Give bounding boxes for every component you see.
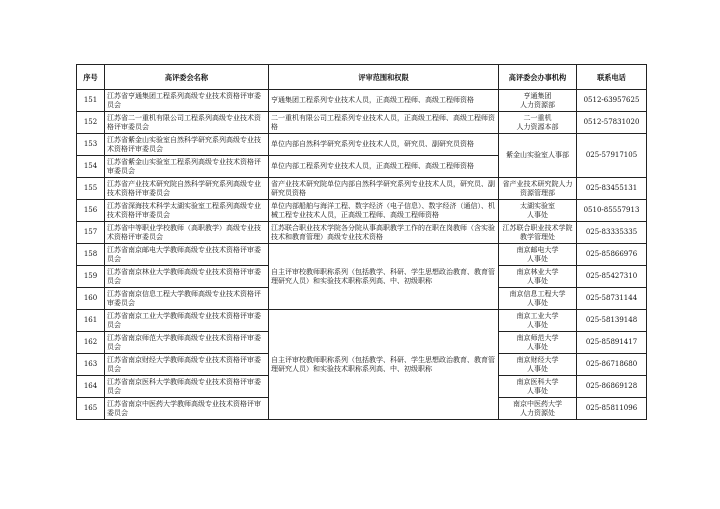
row-index: 164 (77, 376, 105, 398)
row-committee-name: 江苏省产业技术研究院自然科学研究系列高级专业技术资格评审委员会 (105, 178, 269, 200)
row-committee-name: 江苏省南京信息工程大学教师高级专业技术资格评审委员会 (105, 288, 269, 310)
table-row (77, 134, 647, 156)
row-office: 南京医科大学 人事处 (499, 376, 577, 398)
table-header-row (77, 65, 647, 90)
row-office: 二一重机 人力资源本部 (499, 112, 577, 134)
row-office: 南京师范大学 人事处 (499, 332, 577, 354)
row-phone: 025-83335335 (577, 222, 647, 244)
row-index: 160 (77, 288, 105, 310)
table-row (77, 90, 647, 112)
row-committee-name: 江苏省南京林业大学教师高级专业技术资格评审委员会 (105, 266, 269, 288)
row-phone: 0512-57831020 (577, 112, 647, 134)
row-phone: 025-57917105 (577, 134, 647, 178)
row-committee-name: 江苏省二一重机有限公司工程系列高级专业技术资格评审委员会 (105, 112, 269, 134)
row-scope: 单位内部船舶与海洋工程、数字经济（电子信息）、数字经济（通信）、机械工程专业技术人员，正高级工程师、高级工程师资格 (269, 200, 499, 222)
row-committee-name: 江苏省南京中医药大学教师高级专业技术资格评审委员会 (105, 398, 269, 420)
row-index: 165 (77, 398, 105, 420)
table-row (77, 178, 647, 200)
row-committee-name: 江苏省南京邮电大学教师高级专业技术资格评审委员会 (105, 244, 269, 266)
row-office: 南京财经大学 人事处 (499, 354, 577, 376)
table-row (77, 200, 647, 222)
table-row (77, 310, 647, 332)
row-scope: 自主评审校教师职称系列（包括教学、科研、学生思想政治教育、教育管理研究人员）和实验技术职称系列高、中、初级职称 (269, 244, 499, 310)
row-committee-name: 江苏省南京医科大学教师高级专业技术资格评审委员会 (105, 376, 269, 398)
row-index: 157 (77, 222, 105, 244)
row-phone: 025-85866976 (577, 244, 647, 266)
header-scope: 评审范围和权限 (269, 65, 499, 90)
row-phone: 0512-63957625 (577, 90, 647, 112)
row-phone: 025-58731144 (577, 288, 647, 310)
row-office: 紫金山实验室人事部 (499, 134, 577, 178)
row-index: 163 (77, 354, 105, 376)
row-office: 南京林业大学 人事处 (499, 266, 577, 288)
row-office: 江苏联合职业技术学院教学管理处 (499, 222, 577, 244)
row-committee-name: 江苏省紫金山实验室工程系列高级专业技术资格评审委员会 (105, 156, 269, 178)
row-index: 162 (77, 332, 105, 354)
row-office: 南京信息工程大学 人事处 (499, 288, 577, 310)
row-scope: 亨通集团工程系列专业技术人员，正高级工程师、高级工程师资格 (269, 90, 499, 112)
row-committee-name: 江苏省亨通集团工程系列高级专业技术资格评审委员会 (105, 90, 269, 112)
row-scope: 自主评审校教师职称系列（包括教学、科研、学生思想政治教育、教育管理研究人员）和实验技术职称系列高、中、初级职称 (269, 310, 499, 420)
table-row (77, 244, 647, 266)
row-index: 156 (77, 200, 105, 222)
row-phone: 025-86718680 (577, 354, 647, 376)
header-committee-name: 高评委会名称 (105, 65, 269, 90)
row-phone: 025-86869128 (577, 376, 647, 398)
row-phone: 025-58139148 (577, 310, 647, 332)
header-office: 高评委会办事机构 (499, 65, 577, 90)
row-office: 亨通集团 人力资源部 (499, 90, 577, 112)
row-committee-name: 江苏省紫金山实验室自然科学研究系列高级专业技术资格评审委员会 (105, 134, 269, 156)
row-phone: 0510-85557913 (577, 200, 647, 222)
header-phone: 联系电话 (577, 65, 647, 90)
row-phone: 025-83455131 (577, 178, 647, 200)
row-scope: 单位内部工程系列专业技术人员，正高级工程师、高级工程师资格 (269, 156, 499, 178)
row-scope: 单位内部自然科学研究系列专业技术人员，研究员、副研究员资格 (269, 134, 499, 156)
row-office: 太湖实验室 人事处 (499, 200, 577, 222)
row-index: 161 (77, 310, 105, 332)
table-row (77, 112, 647, 134)
row-scope: 省产业技术研究院单位内部自然科学研究系列专业技术人员，研究员、副研究员资格 (269, 178, 499, 200)
row-office: 南京工业大学 人事处 (499, 310, 577, 332)
row-scope: 江苏联合职业技术学院各分院从事高职教学工作的在职在岗教师（含实验技术和教育管理）高级专业技术资格 (269, 222, 499, 244)
document-page (76, 64, 646, 420)
row-office: 南京邮电大学 人事处 (499, 244, 577, 266)
row-index: 155 (77, 178, 105, 200)
row-scope: 二一重机有限公司工程系列专业技术人员，正高级工程师、高级工程师资格 (269, 112, 499, 134)
table-row (77, 222, 647, 244)
row-office: 南京中医药大学 人力资源处 (499, 398, 577, 420)
row-index: 154 (77, 156, 105, 178)
row-index: 153 (77, 134, 105, 156)
row-committee-name: 江苏省南京财经大学教师高级专业技术资格评审委员会 (105, 354, 269, 376)
row-phone: 025-85811096 (577, 398, 647, 420)
row-committee-name: 江苏省深海技术科学太湖实验室工程系列高级专业技术资格评审委员会 (105, 200, 269, 222)
row-index: 158 (77, 244, 105, 266)
row-index: 151 (77, 90, 105, 112)
row-committee-name: 江苏省南京师范大学教师高级专业技术资格评审委员会 (105, 332, 269, 354)
row-phone: 025-85891417 (577, 332, 647, 354)
row-index: 152 (77, 112, 105, 134)
committee-table (76, 64, 647, 420)
row-index: 159 (77, 266, 105, 288)
row-office: 省产业技术研究院人力资源管理部 (499, 178, 577, 200)
row-committee-name: 江苏省中等职业学校教师（高职教学）高级专业技术资格评审委员会 (105, 222, 269, 244)
header-index: 序号 (77, 65, 105, 90)
row-phone: 025-85427310 (577, 266, 647, 288)
row-committee-name: 江苏省南京工业大学教师高级专业技术资格评审委员会 (105, 310, 269, 332)
